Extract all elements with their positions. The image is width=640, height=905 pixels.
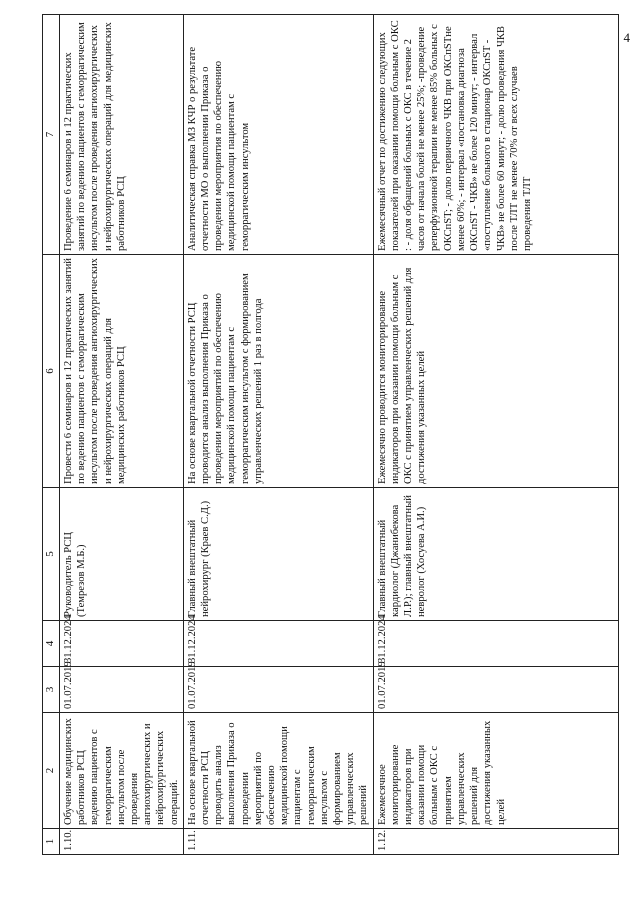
row-number: 1.12.	[373, 829, 618, 855]
responsible-cell: Руководитель РСЦ (Темрезов М.Б.)	[60, 488, 184, 621]
event-cell: Обучение медицинских работников РСЦ ведению пациентов с геморрагическим инсультом после проведения ангиохирургических и нейрохирургических операций.	[60, 713, 184, 829]
start-date-cell: 01.07.2019	[373, 667, 618, 713]
row-number: 1.11.	[183, 829, 373, 855]
description-cell: Провести 6 семинаров и 12 практических занятий по ведению пациентов с геморрагическим инсультом после проведения ангиохирургических и нейрохирургических операций для медицинских работников РСЦ	[60, 255, 184, 488]
column-number: 7	[43, 15, 60, 255]
column-number: 3	[43, 667, 60, 713]
page-number: 4	[623, 30, 630, 45]
end-date-cell: 31.12.2024	[60, 621, 184, 667]
column-number: 2	[43, 713, 60, 829]
column-number: 5	[43, 488, 60, 621]
event-cell: На основе квартальной отчетности РСЦ проводить анализ выполнения Приказа о проведении мероприятий по обеспечению медицинской помощи пациентам с геморрагическим инсультом с формированием управленческих решений	[183, 713, 373, 829]
row-number: 1.10.	[60, 829, 184, 855]
end-date-cell: 31.12.2024	[373, 621, 618, 667]
column-number-row	[43, 15, 60, 855]
result-cell: Ежемесячный отчет по достижению следующих показателей при оказании помощи больным с ОКС : - доля обращений больных с ОКС в течение 2 часов от начала болей не менее 25%; -проведение реперфузионной терапии не менее 85% больных с ОКСпST; - долю первичного ЧКВ при ОКСпSTне менее 60%; - интервал «постановка диагноза ОКСпST - ЧКВ» не более 120 минут; - интервал «поступление больного в стационар ОКСпST - ЧКВ» не более 60 минут; - долю проведения ЧКВ после ТЛТ не менее 70% от всех случаев проведения ТЛТ	[373, 15, 618, 255]
result-cell: Проведение 6 семинаров и 12 практических занятий по ведению пациентов с геморрагическим инсультом после проведения ангиохирургических и нейрохирургических операций для медицинских работников РСЦ	[60, 15, 184, 255]
rotated-page	[42, 15, 632, 855]
plan-table	[42, 14, 619, 855]
start-date-cell: 01.07.2019	[183, 667, 373, 713]
table-row	[183, 15, 373, 855]
table-row	[373, 15, 618, 855]
column-number: 4	[43, 621, 60, 667]
column-number: 1	[43, 829, 60, 855]
start-date-cell: 01.07.2019	[60, 667, 184, 713]
result-cell: Аналитическая справка МЗ КЧР о результате отчетности МО о выполнении Приказа о проведении мероприятия по обеспечению медицинской помощи пациентам с геморрагическим инсультом	[183, 15, 373, 255]
column-number: 6	[43, 255, 60, 488]
description-cell: На основе квартальной отчетности РСЦ проводится анализ выполнения Приказа о проведении мероприятий по обеспечению медицинской помощи пациентам с геморрагическим инсультом с формированием управленческих решений 1 раз в полгода	[183, 255, 373, 488]
responsible-cell: Главный внештатный нейрохирург (Краев С.Д.)	[183, 488, 373, 621]
responsible-cell: Главный внештатный кардиолог (Джанибекова Л.Р.); главный внештатный невролог (Хосуева А.И.)	[373, 488, 618, 621]
description-cell: Ежемесячно проводится мониторирование индикаторов при оказании помощи больным с ОКС с принятием управленческих решений для достижения указанных целей	[373, 255, 618, 488]
end-date-cell: 31.12.2024	[183, 621, 373, 667]
table-row	[60, 15, 184, 855]
event-cell: Ежемесячное мониторирование индикаторов при оказании помощи больным с ОКС с принятием управленческих решений для достижения указанных целей	[373, 713, 618, 829]
